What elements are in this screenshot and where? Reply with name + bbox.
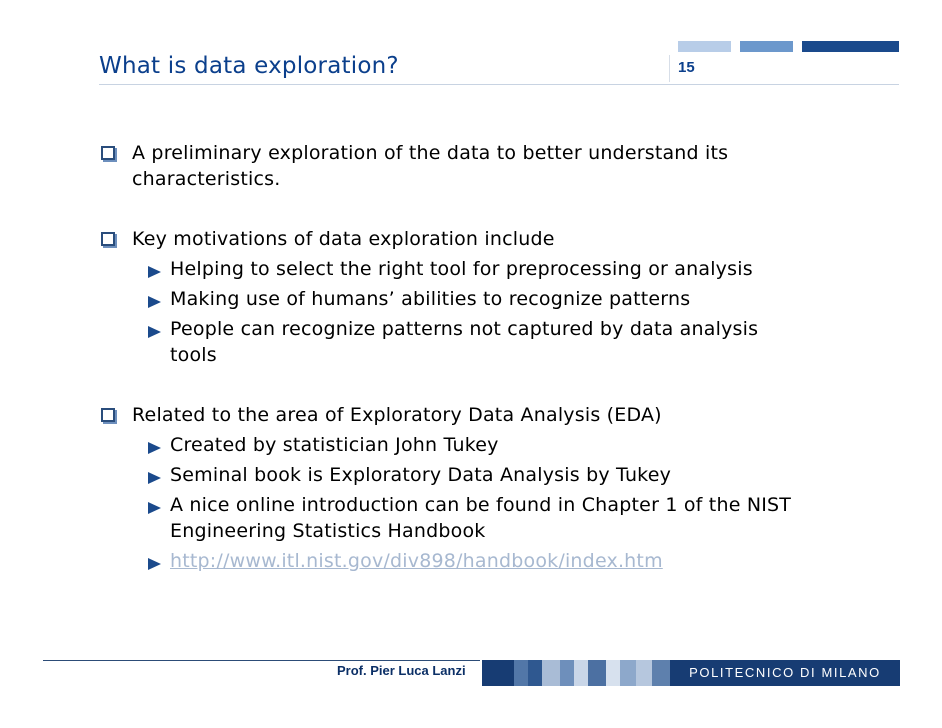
checkbox-bullet-icon [101, 146, 115, 160]
sub-bullet-link [99, 548, 899, 574]
triangle-bullet-icon [148, 442, 161, 454]
footer-decoration-block [620, 660, 636, 686]
nist-handbook-link[interactable]: http://www.itl.nist.gov/div898/handbook/index.htm [170, 550, 663, 572]
institution-logo: POLITECNICO DI MILANO [670, 660, 900, 686]
triangle-bullet-icon [148, 296, 161, 308]
sub-bullet-text: Helping to select the right tool for preprocessing or analysis [170, 258, 753, 280]
sub-bullet-text-continuation: Engineering Statistics Handbook [170, 520, 486, 542]
footer-decoration-block [542, 660, 560, 686]
triangle-bullet-icon [148, 472, 161, 484]
header-decoration-bar-2 [740, 41, 793, 52]
section-text-continuation [99, 166, 899, 192]
triangle-bullet-icon [148, 266, 161, 278]
section-text-line: Key motivations of data exploration include [132, 228, 555, 250]
section-heading [99, 402, 899, 428]
header-decoration-bar-3 [802, 41, 899, 52]
footer-decoration-block [482, 660, 514, 686]
sub-bullet [99, 256, 899, 282]
title-divider [99, 84, 899, 85]
sub-bullet [99, 286, 899, 312]
triangle-bullet-icon [148, 502, 161, 514]
sub-bullet [99, 432, 899, 458]
footer-rule [43, 660, 480, 661]
section-heading [99, 226, 899, 252]
sub-bullet-text: Making use of humans’ abilities to recognize patterns [170, 288, 691, 310]
sub-bullet-text: Seminal book is Exploratory Data Analysis by Tukey [170, 464, 672, 486]
page-number-divider [669, 55, 670, 82]
footer-decoration-block [606, 660, 620, 686]
section-text-line: A preliminary exploration of the data to better understand its [132, 142, 729, 164]
section-preliminary-exploration [99, 140, 899, 192]
footer-author: Prof. Pier Luca Lanzi [337, 663, 466, 678]
section-eda [99, 402, 899, 574]
section-key-motivations [99, 226, 899, 368]
footer-decoration-block [652, 660, 670, 686]
sub-bullet-text: Created by statistician John Tukey [170, 434, 499, 456]
sub-bullet [99, 462, 899, 488]
checkbox-bullet-icon [101, 408, 115, 422]
checkbox-bullet-icon [101, 232, 115, 246]
sub-bullet [99, 316, 899, 368]
sub-bullet-text-continuation: tools [170, 344, 217, 366]
sub-bullet [99, 492, 899, 544]
triangle-bullet-icon [148, 326, 161, 338]
footer-decoration-block [514, 660, 528, 686]
footer-decoration-block [528, 660, 542, 686]
footer-decoration-block [574, 660, 588, 686]
footer-decoration-block [560, 660, 574, 686]
slide-content [99, 140, 899, 608]
sub-bullet-text: People can recognize patterns not captured by data analysis [170, 318, 759, 340]
footer-decoration-block [588, 660, 606, 686]
section-text-line: Related to the area of Exploratory Data Analysis (EDA) [132, 404, 662, 426]
sub-bullet-text: A nice online introduction can be found in Chapter 1 of the NIST [170, 494, 792, 516]
triangle-bullet-icon [148, 558, 161, 570]
page-number: 15 [678, 59, 695, 76]
header-decoration-bar-1 [678, 41, 731, 52]
section-heading [99, 140, 899, 166]
slide-title: What is data exploration? [99, 53, 399, 79]
section-text-line: characteristics. [132, 168, 281, 190]
footer-decoration-block [636, 660, 652, 686]
